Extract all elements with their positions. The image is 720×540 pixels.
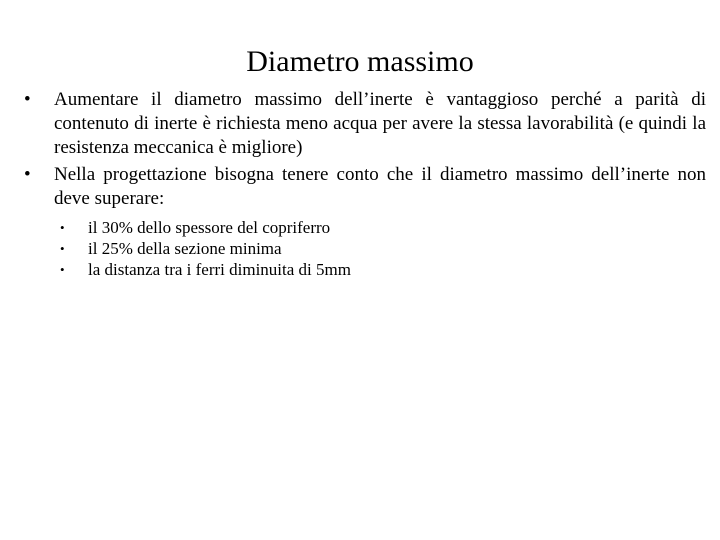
bullet-text: Nella progettazione bisogna tenere conto che il diametro massimo dell’inerte non deve superare: xyxy=(54,164,706,209)
bullet-item xyxy=(24,163,706,280)
slide-title: Diametro massimo xyxy=(246,45,474,78)
sub-bullet-marker: • xyxy=(60,241,65,256)
sub-bullet-marker: • xyxy=(60,220,65,235)
bullet-marker: • xyxy=(24,164,31,185)
sub-bullet-item xyxy=(54,217,706,238)
sub-bullet-text: la distanza tra i ferri diminuita di 5mm xyxy=(88,260,351,279)
bullet-text: Aumentare il diametro massimo dell’inerte è vantaggioso perché a parità di contenuto di inerte è richiesta meno acqua per avere la stessa lavorabilità (e quindi la resistenza meccanica è migliore) xyxy=(54,89,706,158)
bullet-item xyxy=(24,88,706,160)
bullet-list xyxy=(24,88,706,283)
sub-bullet-text: il 30% dello spessore del copriferro xyxy=(88,218,331,237)
sub-bullet-text: il 25% della sezione minima xyxy=(88,239,282,258)
sub-bullet-marker: • xyxy=(60,262,65,277)
sub-bullet-item xyxy=(54,259,706,280)
sub-bullet-item xyxy=(54,238,706,259)
sub-bullet-list xyxy=(54,217,706,280)
bullet-marker: • xyxy=(24,89,31,110)
